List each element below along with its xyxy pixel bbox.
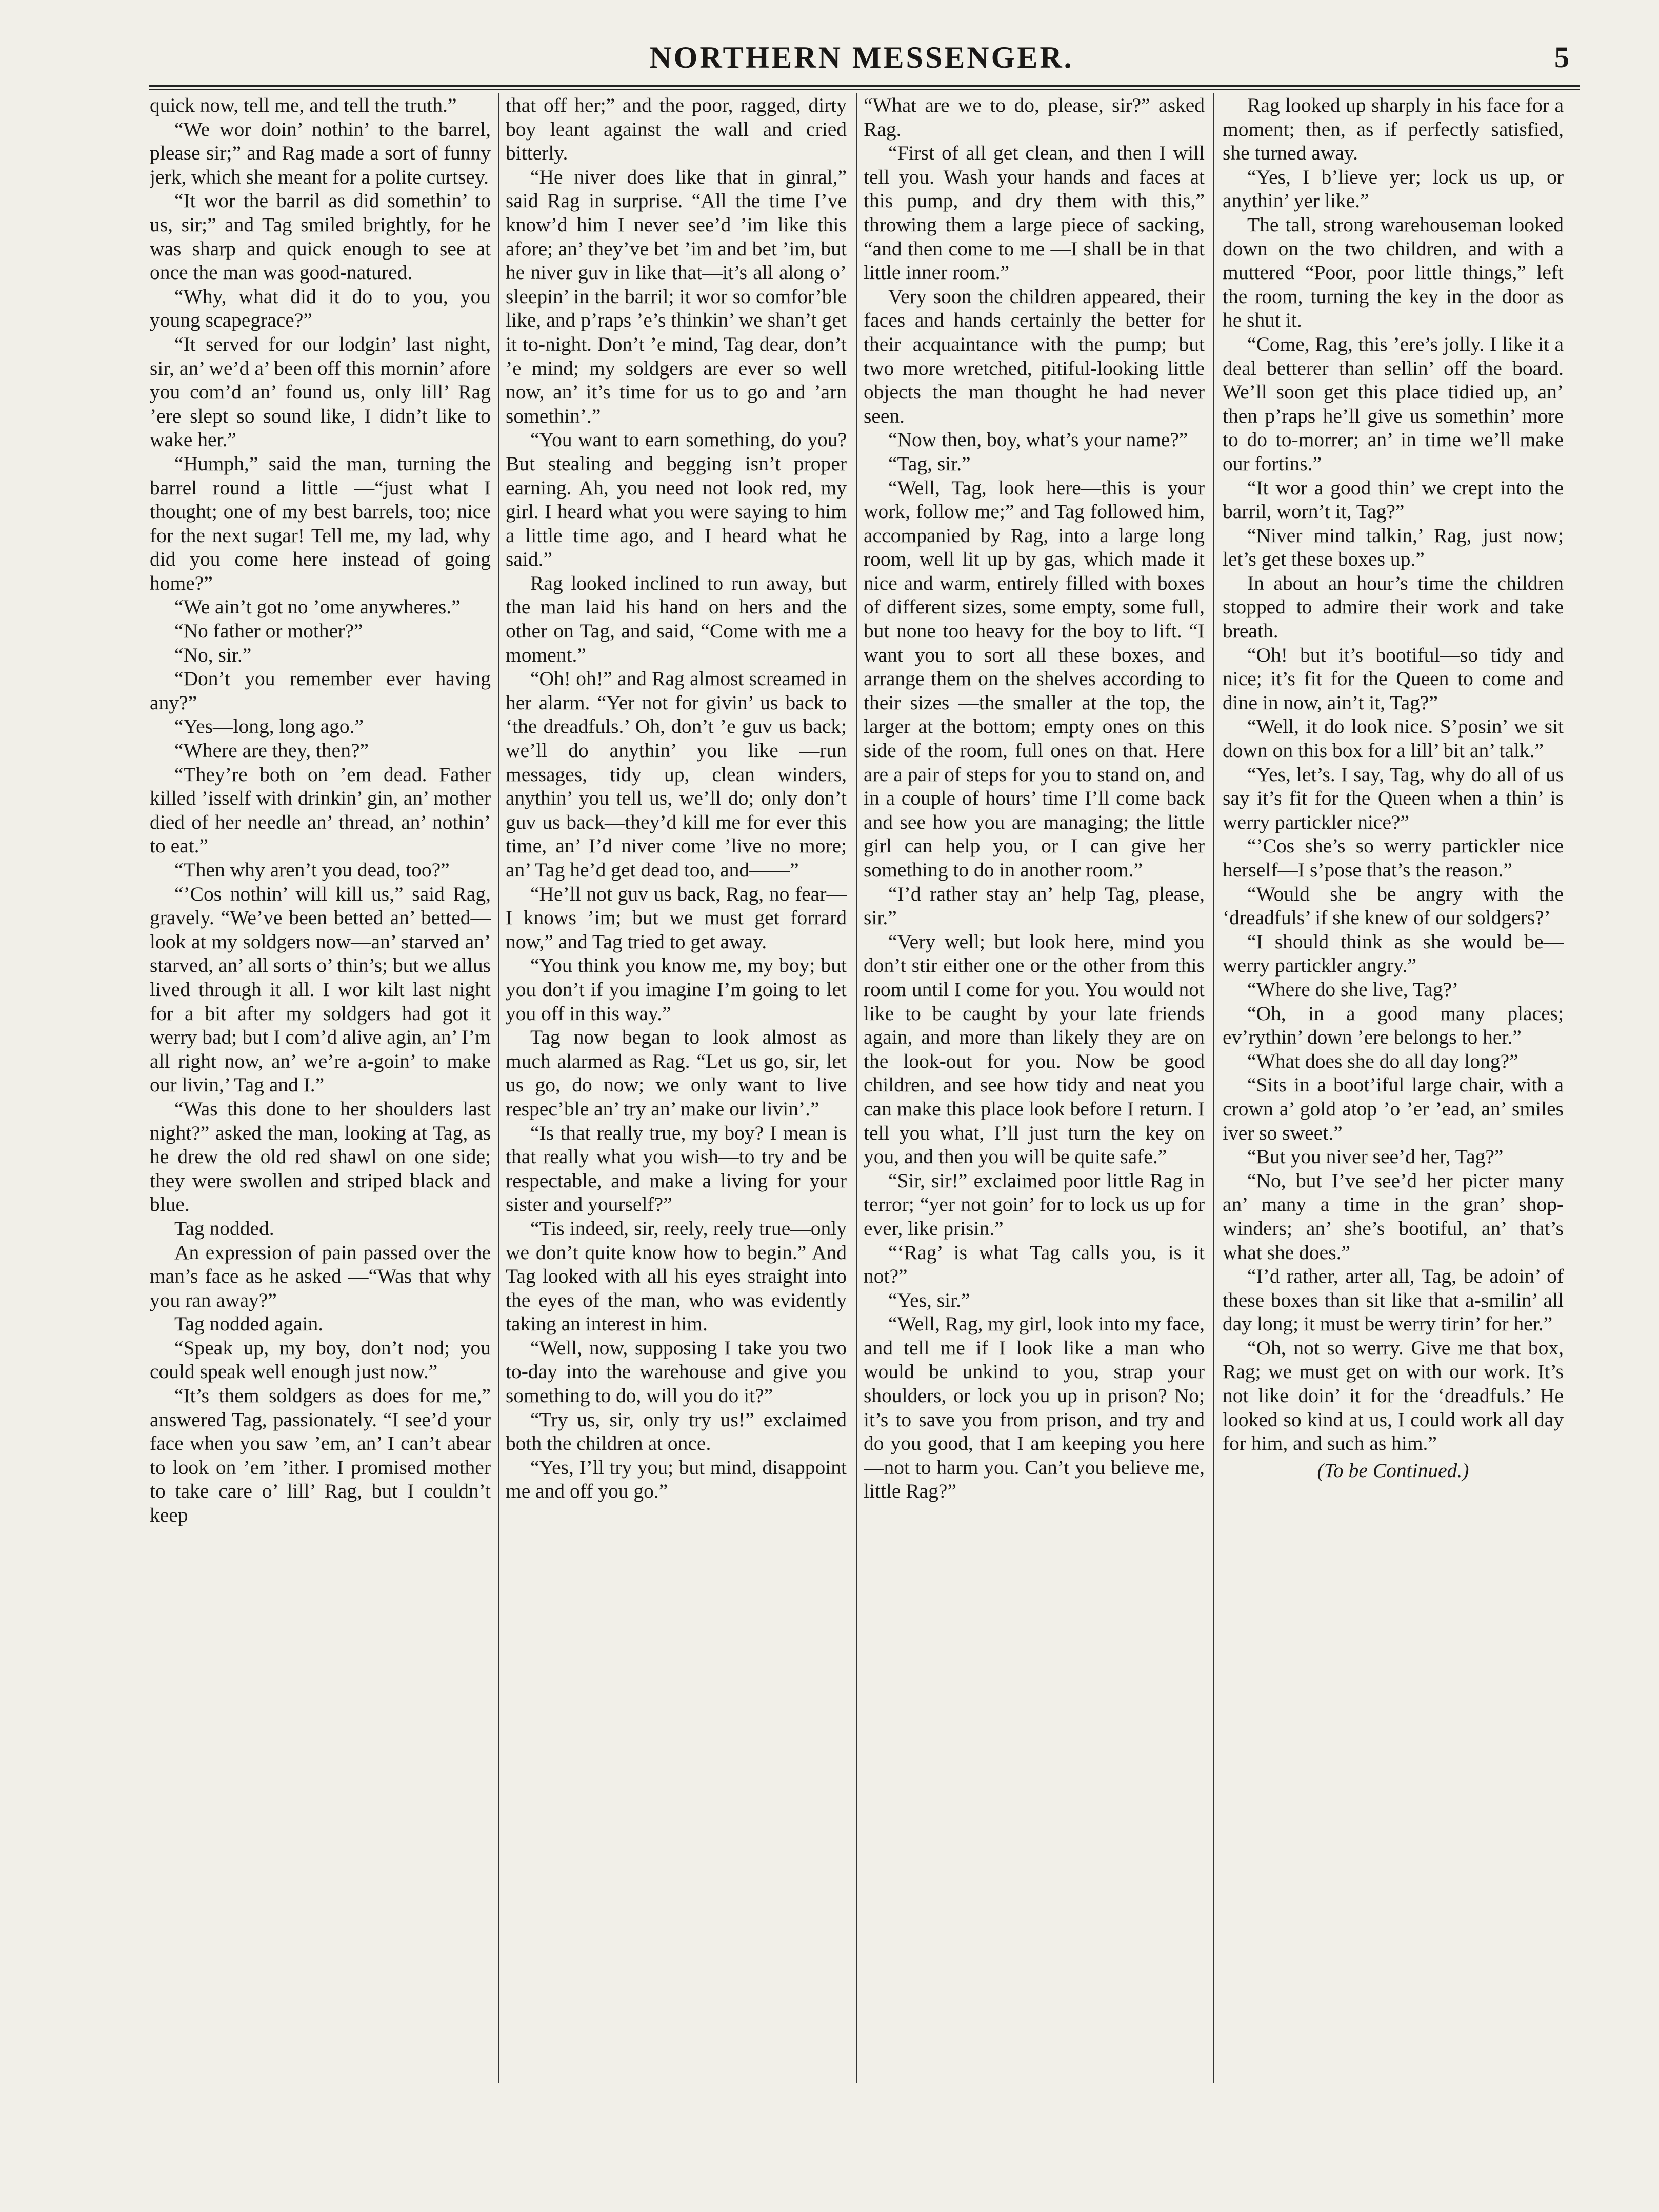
paragraph: “Well, it do look nice. S’posin’ we sit down on this box for a lill’ bit an’ talk.”	[1223, 715, 1564, 762]
paragraph: “It wor the barril as did somethin’ to us, sir;” and Tag smiled brightly, for he was sharp and quick enough to see at once the man was good-natured.	[150, 189, 491, 284]
paragraph: “You want to earn something, do you? But stealing and begging isn’t proper earning. Ah, you need not look red, my girl. I heard what you were saying to him a little time ago, and I heard what he said.”	[506, 428, 847, 571]
column-divider	[1213, 93, 1214, 2083]
paragraph: “Very well; but look here, mind you don’t stir either one or the other from this room until I come for you. You would not like to be caught by your late friends again, and more than likely they are on the look-out for you. Now be good children, and see how tidy and neat you can make this place look before I return. I tell you what, I’ll just turn the key on you, and then you will be quite safe.”	[864, 930, 1205, 1168]
paragraph: “’Cos nothin’ will kill us,” said Rag, gravely. “We’ve been betted an’ betted—look at my soldgers now—an’ starved an’ starved, an’ all sorts o’ thin’s; but we allus lived through it all. I wor kilt last night for a bit after my soldgers had got it werry bad; but I com’d alive agin, an’ I’m all right now, an’ we’re a-goin’ to make our livin,’ Tag and I.”	[150, 882, 491, 1097]
paragraph: “First of all get clean, and then I will tell you. Wash your hands and faces at this pump, and dry them with this,” throwing them a large piece of sacking, “and then come to me —I shall be in that little inner room.”	[864, 142, 1205, 284]
page-header	[149, 31, 1574, 92]
paragraph: “We wor doin’ nothin’ to the barrel, please sir;” and Rag made a sort of funny jerk, which she meant for a polite curtsey.	[150, 117, 491, 188]
paragraph: In about an hour’s time the children stopped to admire their work and take breath.	[1223, 571, 1564, 643]
paragraph: An expression of pain passed over the man’s face as he asked —“Was that why you ran away?”	[150, 1241, 491, 1311]
continued-note: (To be Continued.)	[1317, 1459, 1469, 1482]
paragraph: that off her;” and the poor, ragged, dirty boy leant against the wall and cried bitterly.	[506, 94, 847, 165]
paragraph: The tall, strong warehouseman looked down on the two children, and with a muttered “Poor, poor little things,” left the room, turning the key in the door as he shut it.	[1223, 213, 1564, 332]
paragraph: “It’s them soldgers as does for me,” answered Tag, passionately. “I see’d your face when you saw ’em, an’ I can’t abear to look on ’em ’ither. I promised mother to take care o’ lill’ Rag, but I couldn’t keep	[150, 1384, 491, 1527]
paragraph: “It served for our lodgin’ last night, sir, an’ we’d a’ been off this mornin’ afore you com’d an’ found us, only lill’ Rag ’ere slept so sound like, I didn’t like to wake her.”	[150, 332, 491, 451]
paragraph: quick now, tell me, and tell the truth.”	[150, 94, 457, 116]
text-column-4	[1223, 93, 1564, 2088]
paragraph: “Come, Rag, this ’ere’s jolly. I like it a deal betterer than sellin’ off the board. We’ll soon get this place tidied up, an’ then p’raps he’ll give us somethin’ more to do to-morrer; an’ in time we’ll make our fortins.”	[1223, 332, 1564, 475]
paragraph: Rag looked up sharply in his face for a moment; then, as if perfectly satisfied, she turned away.	[1223, 94, 1564, 165]
paragraph: “Where do she live, Tag?’	[1247, 978, 1459, 1001]
paragraph: “Sir, sir!” exclaimed poor little Rag in terror; “yer not goin’ for to lock us up for ever, like prisin.”	[864, 1169, 1205, 1240]
paragraph: “’Cos she’s so werry partickler nice herself—I s’pose that’s the reason.”	[1223, 834, 1564, 881]
paragraph: “You think you know me, my boy; but you don’t if you imagine I’m going to let you off in this way.”	[506, 954, 847, 1025]
paragraph: Tag nodded.	[174, 1217, 274, 1240]
paragraph: Rag looked inclined to run away, but the man laid his hand on hers and the other on Tag, and said, “Come with me a moment.”	[506, 571, 847, 666]
paragraph: “Try us, sir, only try us!” exclaimed both the children at once.	[506, 1408, 847, 1455]
paragraph: “Yes, I’ll try you; but mind, disappoint me and off you go.”	[506, 1456, 847, 1503]
paragraph: “Sits in a boot’iful large chair, with a crown a’ gold atop ’o ’er ’ead, an’ smiles iver so sweet.”	[1223, 1073, 1564, 1144]
paragraph: “Yes—long, long ago.”	[174, 715, 364, 738]
column-divider	[498, 93, 499, 2083]
newspaper-title: NORTHERN MESSENGER.	[649, 41, 1074, 74]
paragraph: “Why, what did it do to you, you young scapegrace?”	[150, 285, 491, 332]
paragraph: “He niver does like that in ginral,” said Rag in surprise. “All the time I’ve know’d him I never see’d ’im like this afore; an’ they’ve bet ’im and bet ’im, but he niver guv in like that—it’s all along o’ sleepin’ in the barril; it wor so comfor’ble like, and p’raps ’e’s thinkin’ we shan’t get it to-night. Don’t ’e mind, Tag dear, don’t ’e mind; my soldgers are ever so well now, an’ it’s time for us to go and ’arn somethin’.”	[506, 165, 847, 427]
text-column-1	[150, 93, 491, 2088]
paragraph: “It wor a good thin’ we crept into the barril, worn’t it, Tag?”	[1223, 476, 1564, 523]
paragraph: “Now then, boy, what’s your name?”	[888, 428, 1188, 451]
paragraph: “Oh! oh!” and Rag almost screamed in her alarm. “Yer not for givin’ us back to ‘the dreadfuls.’ Oh, don’t ’e guv us back; we’ll do anythin’ you like —run messages, tidy up, clean winders, anythin’ you tell us, we’ll do; only don’t guv us back—they’d kill me for ever this time, an’ I’d niver come ’live no more; an’ Tag he’d get dead too, and——”	[506, 667, 847, 881]
paragraph: “Would she be angry with the ‘dreadfuls’ if she knew of our soldgers?’	[1223, 882, 1564, 929]
paragraph: “Yes, let’s. I say, Tag, why do all of us say it’s fit for the Queen when a thin’ is werry partickler nice?”	[1223, 763, 1564, 833]
paragraph: “I’d rather stay an’ help Tag, please, sir.”	[864, 882, 1205, 929]
column-divider	[856, 93, 857, 2083]
paragraph: “Tag, sir.”	[888, 452, 971, 475]
paragraph: “Well, now, supposing I take you two to-day into the warehouse and give you something to do, will you do it?”	[506, 1336, 847, 1407]
header-rule-thin	[149, 89, 1580, 90]
paragraph: “Oh, in a good many places; ev’rythin’ down ’ere belongs to her.”	[1223, 1002, 1564, 1049]
paragraph: “But you niver see’d her, Tag?”	[1247, 1145, 1504, 1168]
paragraph: “Where are they, then?”	[174, 739, 369, 762]
paragraph: “I’d rather, arter all, Tag, be adoin’ of these boxes than sit like that a-smilin’ all day long; it must be werry tirin’ for her.”	[1223, 1265, 1564, 1336]
paragraph: “‘Rag’ is what Tag calls you, is it not?”	[864, 1241, 1205, 1288]
paragraph: “Yes, I b’lieve yer; lock us up, or anythin’ yer like.”	[1223, 165, 1564, 212]
paragraph: “Yes, sir.”	[888, 1288, 970, 1311]
paragraph: “He’ll not guv us back, Rag, no fear—I knows ’im; but we must get forrard now,” and Tag tried to get away.	[506, 882, 847, 953]
paragraph: “Is that really true, my boy? I mean is that really what you wish—to try and be respectable, and make a living for your sister and yourself?”	[506, 1121, 847, 1216]
paragraph: “No father or mother?”	[174, 620, 363, 643]
paragraph: Tag nodded again.	[174, 1312, 324, 1336]
paragraph: “Niver mind talkin,’ Rag, just now; let’s get these boxes up.”	[1223, 524, 1564, 571]
paragraph: “What does she do all day long?”	[1247, 1049, 1518, 1072]
header-rule	[149, 85, 1580, 87]
paragraph: “What are we to do, please, sir?” asked Rag.	[864, 94, 1205, 141]
paragraph: “They’re both on ’em dead. Father killed ’isself with drinkin’ gin, an’ mother died of her needle an’ thread, an’ nothin’ to eat.”	[150, 763, 491, 858]
paragraph: “Don’t you remember ever having any?”	[150, 667, 491, 714]
page-number: 5	[1554, 41, 1569, 74]
paragraph: “Humph,” said the man, turning the barrel round a little —“just what I thought; one of my best barrels, too; nice for the next sugar! Tell me, my lad, why did you come here instead of going home?”	[150, 452, 491, 594]
paragraph: “Well, Rag, my girl, look into my face, and tell me if I look like a man who would be unkind to you, strap your shoulders, or lock you up in prison? No; it’s to save you from prison, and try and do you good, that I am keeping you here—not to harm you. Can’t you believe me, little Rag?”	[864, 1312, 1205, 1503]
paragraph: “Tis indeed, sir, reely, reely true—only we don’t quite know how to begin.” And Tag looked with all his eyes straight into the eyes of the man, who was evidently taking an interest in him.	[506, 1217, 847, 1336]
paragraph: “Well, Tag, look here—this is your work, follow me;” and Tag followed him, accompanied by Rag, into a large long room, well lit up by gas, which made it nice and warm, entirely filled with boxes of different sizes, some empty, some full, but none too heavy for the boy to lift. “I want you to sort all these boxes, and arrange them on the shelves according to their sizes —the smaller at the top, the larger at the bottom; empty ones on this side of the room, full ones on that. Here are a pair of steps for you to stand on, and in a couple of hours’ time I’ll come back and see how you are managing; the little girl can help you, or I can give her something to do in another room.”	[864, 476, 1205, 881]
paragraph: “Was this done to her shoulders last night?” asked the man, looking at Tag, as he drew the old red shawl on one side; they were swollen and striped black and blue.	[150, 1097, 491, 1216]
paragraph: “No, but I’ve see’d her picter many an’ many a time in the gran’ shop-winders; an’ she’s bootiful, an’ that’s what she does.”	[1223, 1169, 1564, 1264]
paragraph: “Then why aren’t you dead, too?”	[174, 859, 450, 881]
paragraph: Tag now began to look almost as much alarmed as Rag. “Let us go, sir, let us go, do now; we only want to live respec’ble an’ try an’ make our livin’.”	[506, 1026, 847, 1120]
paragraph: “Oh, not so werry. Give me that box, Rag; we must get on with our work. It’s not like doin’ it for the ‘dreadfuls.’ He looked so kind at us, I could work all day for him, and such as him.”	[1223, 1336, 1564, 1455]
paragraph: Very soon the children appeared, their faces and hands certainly the better for their acquaintance with the pump; but two more wretched, pitiful-looking little objects the man thought he had never seen.	[864, 285, 1205, 427]
text-column-3	[864, 93, 1205, 2088]
paragraph: “I should think as she would be—werry partickler angry.”	[1223, 930, 1564, 977]
paragraph: “Speak up, my boy, don’t nod; you could speak well enough just now.”	[150, 1336, 491, 1383]
paragraph: “We ain’t got no ’ome anywheres.”	[174, 595, 461, 619]
text-column-2	[506, 93, 847, 2088]
paragraph: “Oh! but it’s bootiful—so tidy and nice; it’s fit for the Queen to come and dine in now, ain’t it, Tag?”	[1223, 643, 1564, 714]
paragraph: “No, sir.”	[174, 643, 252, 666]
